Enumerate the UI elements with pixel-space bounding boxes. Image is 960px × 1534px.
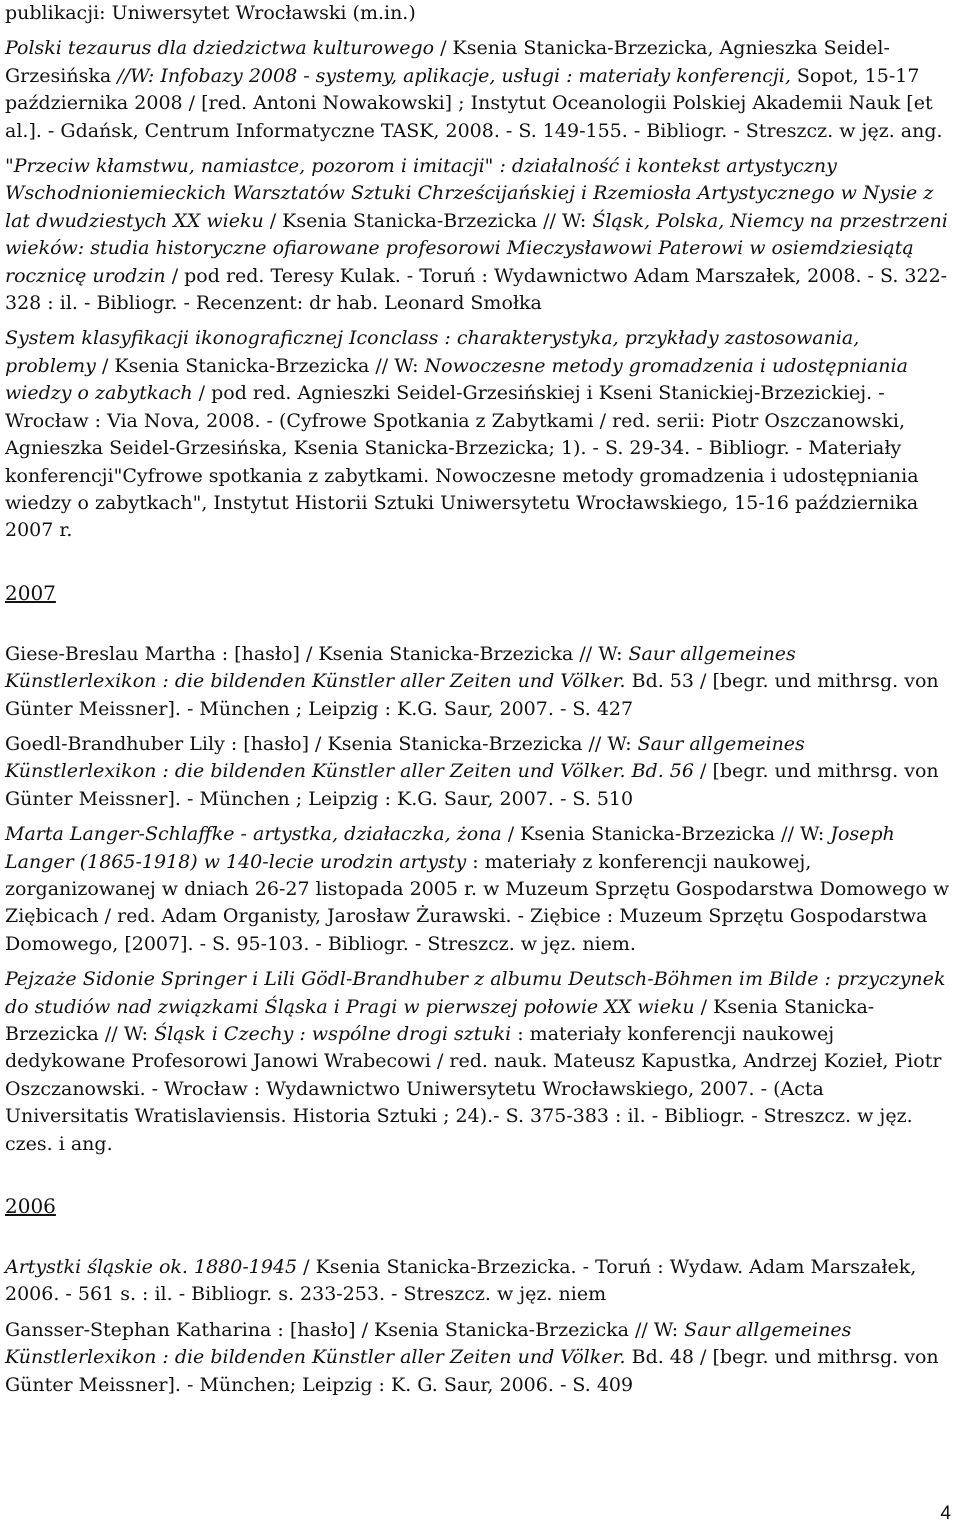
entry-title-italic: Nowoczesne metody gromadzenia i udostępniania wiedzy o zabytkach bbox=[5, 354, 908, 405]
entry-text: / pod red. Teresy Kulak. - Toruń : Wydawnictwo Adam Marszałek, 2008. - S. 322-328 : il. - Bibliogr. - Recenzent: dr hab. Leonard Smołka bbox=[5, 264, 948, 315]
entry-title-italic: Joseph Langer (1865-1918) w 140-lecie urodzin artysty bbox=[5, 823, 895, 873]
bibliography-entry bbox=[5, 1317, 951, 1399]
entry-title-italic: Saur allgemeines Künstlerlexikon : die bildenden Künstler aller Zeiten und Völker. Bd. 56 bbox=[5, 732, 805, 783]
entry-text: / Ksenia Stanicka-Brzezicka // W: bbox=[501, 823, 831, 846]
entry-text: / Ksenia Stanicka-Brzezicka. - Toruń : Wydaw. Adam Marszałek, 2006. - 561 s. : il. - Bibliogr. s. 233-253. - Streszcz. w jęz. niem bbox=[5, 1256, 917, 1306]
entry-title-italic: Marta Langer-Schlaffke - artystka, działaczka, żona bbox=[5, 823, 502, 846]
year-heading-2007: 2007 bbox=[5, 580, 56, 605]
entry-title-italic: Pejzaże Sidonie Springer i Lili Gödl-Brandhuber z albumu Deutsch-Böhmen im Bilde : przyczynek do studiów nad związkami Śląska i Pragi w pierwszej połowie XX wieku bbox=[5, 968, 946, 1018]
entry-title-italic: "Przeciw kłamstwu, namiastce, pozorom i imitacji" : działalność i kontekst artystyczny Wschodnioniemieckich Warsztatów Sztuki Chrześcijańskiej i Rzemiosła Artystycznego w Nysie z lat dwudziestych XX wieku bbox=[5, 155, 934, 232]
bibliography-entry bbox=[5, 35, 951, 145]
bibliography-section-2007 bbox=[5, 641, 951, 1158]
year-heading-2006: 2006 bbox=[5, 1194, 56, 1219]
entry-text: : materiały konferencji naukowej dedykowane Profesorowi Janowi Wrabecowi / red. nauk. Mateusz Kapustka, Andrzej Kozieł, Piotr Oszczanowski. - Wrocław : Wydawnictwo Uniwersytetu Wrocławskiego, 2007. - (Acta Universitatis Wratislaviensis. Historia Sztuki ; 24).- S. 375-383 : il. - Bibliogr. - Streszcz. w jęz. czes. i ang. bbox=[5, 1023, 942, 1155]
bibliography-entry bbox=[5, 641, 951, 723]
bibliography-section-2006 bbox=[5, 1254, 951, 1399]
entry-title-italic: Śląsk, Polska, Niemcy na przestrzeni wieków: studia historyczne ofiarowane profesorowi Mieczysławowi Paterowi w osiemdziesiątą rocznicę urodzin bbox=[5, 209, 948, 287]
entry-text: Bd. 53 / [begr. und mithrsg. von Günter Meissner]. - München ; Leipzig : K.G. Saur, 2007. - S. 427 bbox=[5, 670, 939, 720]
entry-text: / pod red. Agnieszki Seidel-Grzesińskiej i Kseni Stanickiej-Brzezickiej. - Wrocław : Via Nova, 2008. - (Cyfrowe Spotkania z Zabytkami / red. serii: Piotr Oszczanowski, Agnieszka Seidel-Grzesińska, Ksenia Stanicka-Brzezicka; 1). - S. 29-34. - Bibliogr. - Materiały konferencji"Cyfrowe spotkania z zabytkami. Nowoczesne metody gromadzenia i udostępniania wiedzy o zabytkach", Instytut Historii Sztuki Uniwersytetu Wrocławskiego, 15-16 października 2007 r. bbox=[5, 382, 919, 542]
entry-text: : materiały z konferencji naukowej, zorganizowanej w dniach 26-27 listopada 2005 r. w Muzeum Sprzętu Gospodarstwa Domowego w Ziębicach / red. Adam Organisty, Jarosław Żurawski. - Ziębice : Muzeum Sprzętu Gospodarstwa Domowego, [2007]. - S. 95-103. - Bibliogr. - Streszcz. w jęz. niem. bbox=[5, 850, 950, 955]
bibliography-entry bbox=[5, 821, 951, 958]
bibliography-entry bbox=[5, 153, 951, 317]
document-page bbox=[5, 0, 951, 1399]
entry-title-italic: //W: Infobazy 2008 - systemy, aplikacje, usługi : materiały konferencji, bbox=[117, 64, 791, 87]
entry-text: / Ksenia Stanicka-Brzezicka // W: bbox=[263, 209, 593, 232]
bibliography-entry bbox=[5, 966, 951, 1158]
entry-text: Gansser-Stephan Katharina : [hasło] / Ksenia Stanicka-Brzezicka // W: bbox=[5, 1318, 685, 1341]
bibliography-section-2008 bbox=[5, 0, 951, 545]
entry-title-italic: Saur allgemeines Künstlerlexikon : die bildenden Künstler aller Zeiten und Völker. bbox=[5, 1318, 852, 1369]
page-number: 4 bbox=[940, 1503, 951, 1524]
entry-title-italic: Śląsk i Czechy : wspólne drogi sztuki bbox=[154, 1023, 512, 1045]
entry-text: Goedl-Brandhuber Lily : [hasło] / Ksenia Stanicka-Brzezicka // W: bbox=[5, 732, 638, 755]
entry-text: / Ksenia Stanicka-Brzezicka // W: bbox=[5, 995, 875, 1045]
entry-text: / [begr. und mithrsg. von Günter Meissner]. - München ; Leipzig : K.G. Saur, 2007. - S. 510 bbox=[5, 760, 939, 810]
entry-text: / Ksenia Stanicka-Brzezicka // W: bbox=[95, 354, 425, 377]
bibliography-entry bbox=[5, 0, 951, 27]
entry-text: Giese-Breslau Martha : [hasło] / Ksenia Stanicka-Brzezicka // W: bbox=[5, 642, 629, 665]
entry-text: Sopot, 15-17 października 2008 / [red. Antoni Nowakowski] ; Instytut Oceanologii Polskiej Akademii Nauk [et al.]. - Gdańsk, Centrum Informatyczne TASK, 2008. - S. 149-155. - Bibliogr. - Streszcz. w jęz. ang. bbox=[5, 64, 943, 142]
entry-text: Bd. 48 / [begr. und mithrsg. von Günter Meissner]. - München; Leipzig : K. G. Saur, 2006. - S. 409 bbox=[5, 1346, 939, 1396]
entry-text: publikacji: Uniwersytet Wrocławski (m.in.) bbox=[5, 2, 416, 24]
entry-title-italic: System klasyfikacji ikonograficznej Iconclass : charakterystyka, przykłady zastosowania, problemy bbox=[5, 327, 860, 377]
bibliography-entry bbox=[5, 1254, 951, 1309]
entry-title-italic: Saur allgemeines Künstlerlexikon : die bildenden Künstler aller Zeiten und Völker. bbox=[5, 642, 796, 693]
bibliography-entry bbox=[5, 731, 951, 813]
bibliography-entry bbox=[5, 325, 951, 544]
entry-text: / Ksenia Stanicka-Brzezicka, Agnieszka Seidel-Grzesińska bbox=[5, 37, 890, 87]
entry-title-italic: Artystki śląskie ok. 1880-1945 bbox=[5, 1256, 298, 1279]
entry-title-italic: Polski tezaurus dla dziedzictwa kulturowego bbox=[5, 37, 435, 60]
